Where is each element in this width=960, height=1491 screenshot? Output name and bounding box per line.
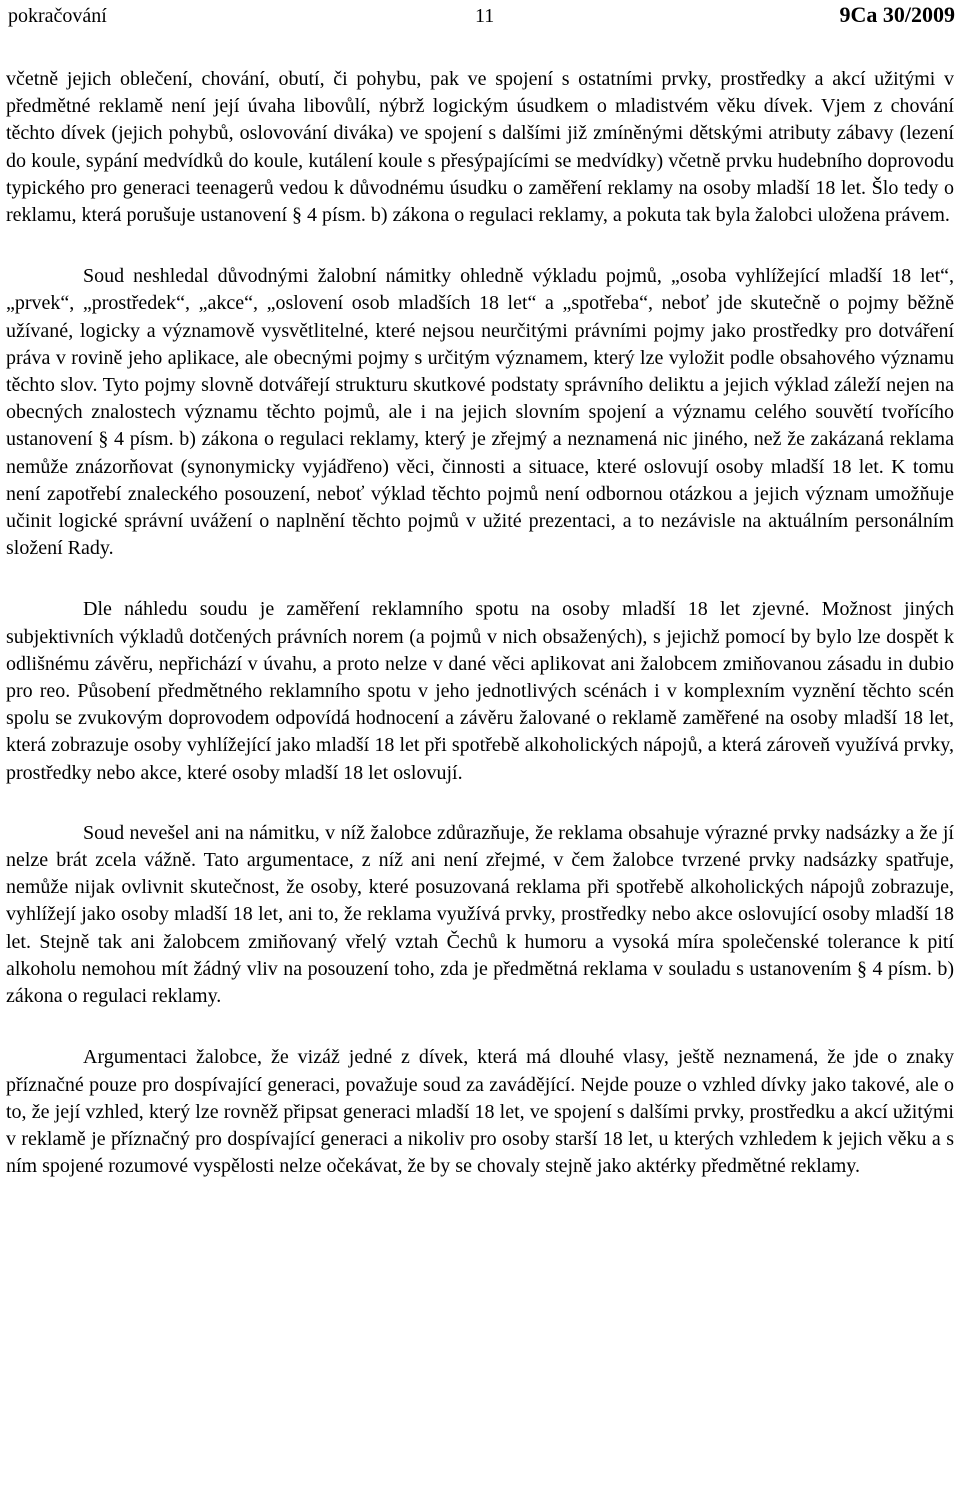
paragraph-3: Dle náhledu soudu je zaměření reklamního spotu na osoby mladší 18 let zjevné. Možnost jiných subjektivních výkladů dotčených právních norem (a pojmů v nich obsažených), s jejichž pomocí by bylo lze dospět k odlišnému závěru, nepřichází v úvahu, a proto nelze v dané věci aplikovat ani žalobcem zmiňovanou zásadu in dubio pro reo. Působení předmětného reklamního spotu v jeho jednotlivých scénách i v komplexním vyznění těchto scén spolu se zvukovým doprovodem odpovídá hodnocení a závěru žalované o reklamě zaměřené na osoby mladší 18 let, která zobrazuje osoby vyhlížející jako mladší 18 let při spotřebě alkoholických nápojů, a která zároveň využívá prvky, prostředky nebo akce, které osoby mladší 18 let oslovují.	[6, 598, 954, 784]
paragraph-2: Soud neshledal důvodnými žalobní námitky ohledně výkladu pojmů, „osoba vyhlížející mladší 18 let“, „prvek“, „prostředek“, „akce“, „oslovení osob mladších 18 let“ a „spotřeba“, neboť jde skutečně o pojmy běžně užívané, logicky a významově vysvětlitelné, které nejsou neurčitými právními pojmy jako prostředky pro dotváření práva v rovině jeho aplikace, ale obecnými pojmy s určitým významem, který lze vyložit podle obsahového významu těchto slov. Tyto pojmy slovně dotvářejí strukturu skutkové podstaty správního deliktu a jejich výklad záleží nejen na obecných znalostech významu těchto pojmů, ale i na jejich slovním spojení a významu celého souvětí tvořícího ustanovení § 4 písm. b) zákona o regulaci reklamy, který je zřejmý a neznamená nic jiného, než že zakázaná reklama nemůže znázorňovat (synonymicky vyjádřeno) věci, činnosti a situace, které oslovují osoby mladší 18 let. K tomu není zapotřebí znaleckého posouzení, neboť výklad těchto pojmů není odbornou otázkou a jejich význam umožňuje učinit logické správní uvážení o naplnění těchto pojmů v užité prezentaci, a to nezávisle na aktuálním personálním složení Rady.	[6, 265, 954, 560]
document-body	[6, 66, 954, 1180]
page-number: 11	[475, 5, 495, 27]
paragraph-4: Soud nevešel ani na námitku, v níž žalobce zdůrazňuje, že reklama obsahuje výrazné prvky nadsázky a že jí nelze brát zcela vážně. Tato argumentace, z níž ani není zřejmé, v čem žalobce tvrzené prvky nadsázky spatřuje, nemůže nijak ovlivnit skutečnost, že osoby, které posuzovaná reklama při spotřebě alkoholických nápojů zobrazuje, vyhlížejí jako osoby mladší 18 let, ani to, že reklama využívá prvky, prostředky nebo akce oslovující osoby mladší 18 let. Stejně tak ani žalobcem zmiňovaný vřelý vztah Čechů k humoru a vysoká míra společenské tolerance k pití alkoholu nemohou mít žádný vliv na posouzení toho, zda je předmětná reklama v souladu s ustanovením § 4 písm. b) zákona o regulaci reklamy.	[6, 821, 954, 1008]
continuation-label: pokračování	[8, 5, 107, 27]
paragraph-5: Argumentaci žalobce, že vizáž jedné z dívek, která má dlouhé vlasy, ještě neznamená, že jde o znaky příznačné pouze pro dospívající generaci, považuje soud za zavádějící. Nejde pouze o vzhled dívky jako takové, ale o to, že její vzhled, který lze rovněž připsat generaci mladší 18 let, ve spojení s dalšími prvky, prostředku a akcí užitými v reklamě je příznačný pro dospívající generaci a nikoliv pro osoby starší 18 let, u kterých vzhledem k jejich věku a s ním spojené rozumové vyspělosti nelze očekávat, že by se chovaly stejně jako aktérky předmětné reklamy.	[6, 1046, 954, 1178]
page-header	[8, 2, 955, 32]
paragraph-1: včetně jejich oblečení, chování, obutí, či pohybu, pak ve spojení s ostatními prvky, prostředky a akcí užitými v předmětné reklamě není její úvaha libovůlí, nýbrž logickým úsudkem o mladistvém věku dívek. Vjem z chování těchto dívek (jejich pohybů, oslovování diváka) ve spojení s dalšími již zmíněnými dětskými atributy zábavy (lezení do koule, sypání medvídků do koule, kutálení koule s přesýpajícími se medvídky) včetně prvku hudebního doprovodu typického pro generaci teenagerů vedou k důvodnému úsudku o zaměření reklamy na osoby mladší 18 let. Šlo tedy o reklamu, která porušuje ustanovení § 4 písm. b) zákona o regulaci reklamy, a pokuta tak byla žalobci uložena právem.	[6, 68, 954, 227]
case-number: 9Ca 30/2009	[839, 2, 955, 27]
